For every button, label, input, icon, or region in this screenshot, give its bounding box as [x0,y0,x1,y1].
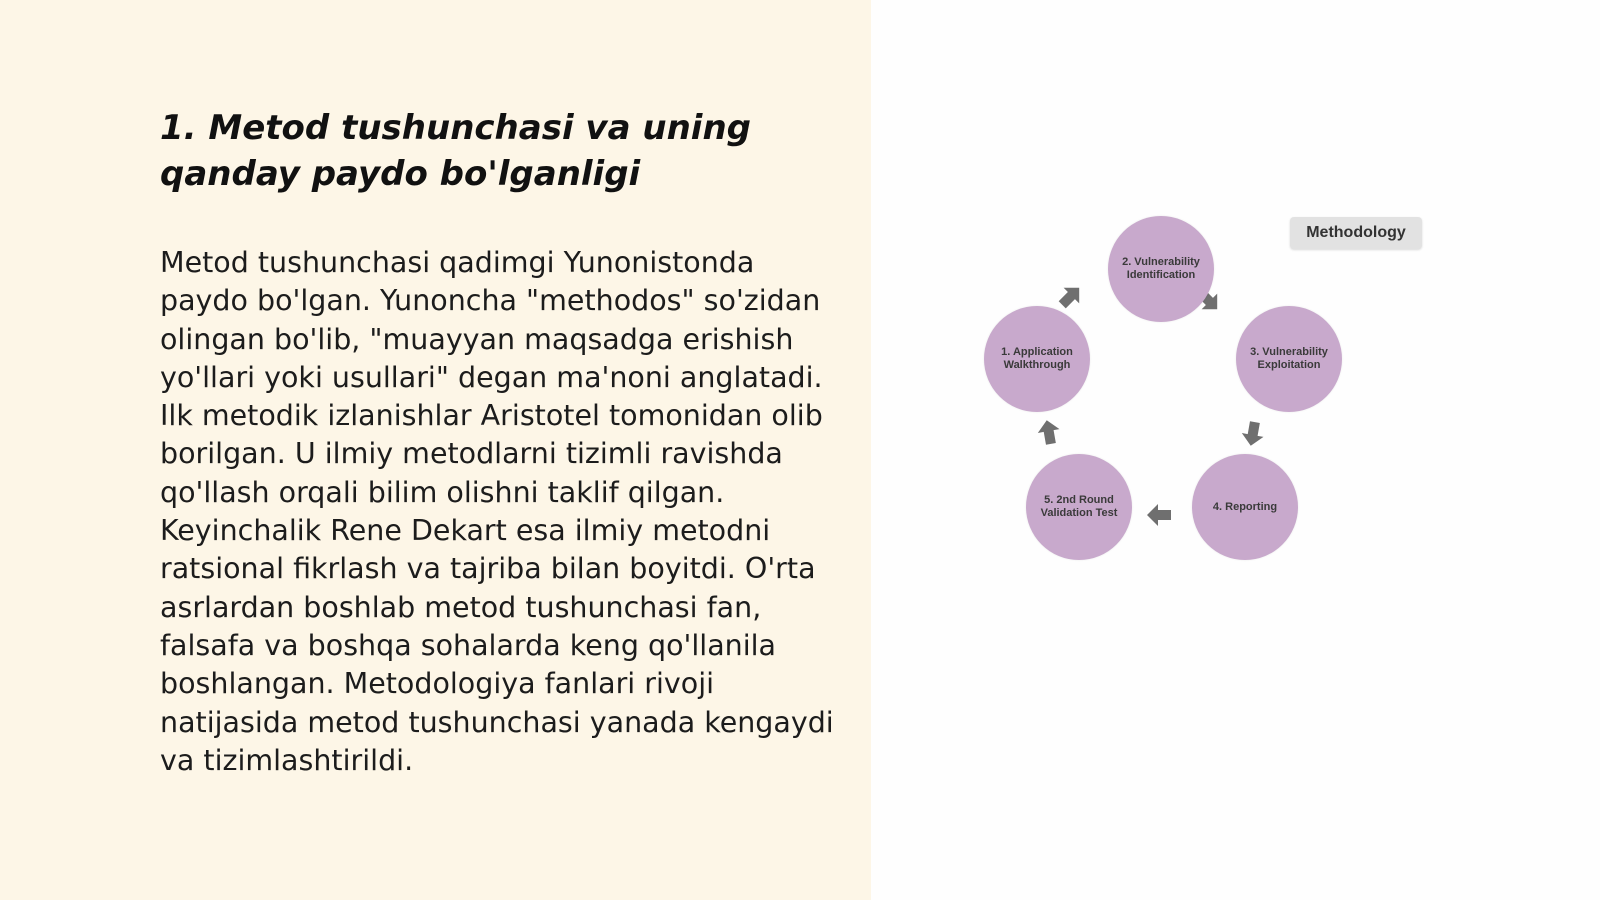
step-node-5 [1026,454,1132,560]
step-label-4: 4. Reporting [1212,500,1278,513]
slide-body-text: Metod tushunchasi qadimgi Yunonistonda paydo bo'lgan. Yunoncha "methodos" so'zidan olingan bo'lib, "muayyan maqsadga erishish yo'llari yoki usullari" degan ma'noni anglatadi. Ilk metodik izlanishlar Aristotel tomonidan olib borilgan. U ilmiy metodlarni tizimli ravishda qo'llash orqali bilim olishni taklif qilgan. Keyinchalik Rene Dekart esa ilmiy metodni ratsional fikrlash va tajriba bilan boyitdi. O'rta asrlardan boshlab metod tushunchasi fan, falsafa va boshqa sohalarda keng qo'llanila boshlangan. Metodologiya fanlari rivoji natijasida metod tushunchasi yanada kengaydi va tizimlashtirildi. [160,246,834,777]
step-node-2 [1108,216,1214,322]
arrow-4-to-5 [1147,504,1171,526]
step-label-5: 5. 2nd Round Validation Test [1040,494,1118,519]
step-node-3 [1236,306,1342,412]
slide-title: 1. Metod tushunchasi va uning qanday paydo bo'lganligi [160,108,751,194]
arrow-1-to-2 [1054,280,1087,313]
step-label-1: 1. Application Walkthrough [1001,346,1073,371]
step-label-2: 2. Vulnerability Identification [1122,256,1200,281]
step-label-3: 3. Vulnerability Exploitation [1250,346,1328,371]
step-node-1 [984,306,1090,412]
arrow-5-to-1 [1036,418,1062,445]
methodology-cycle-diagram [960,205,1440,575]
methodology-label: Methodology [1290,217,1422,249]
step-node-4 [1192,454,1298,560]
arrow-3-to-4 [1240,420,1266,447]
